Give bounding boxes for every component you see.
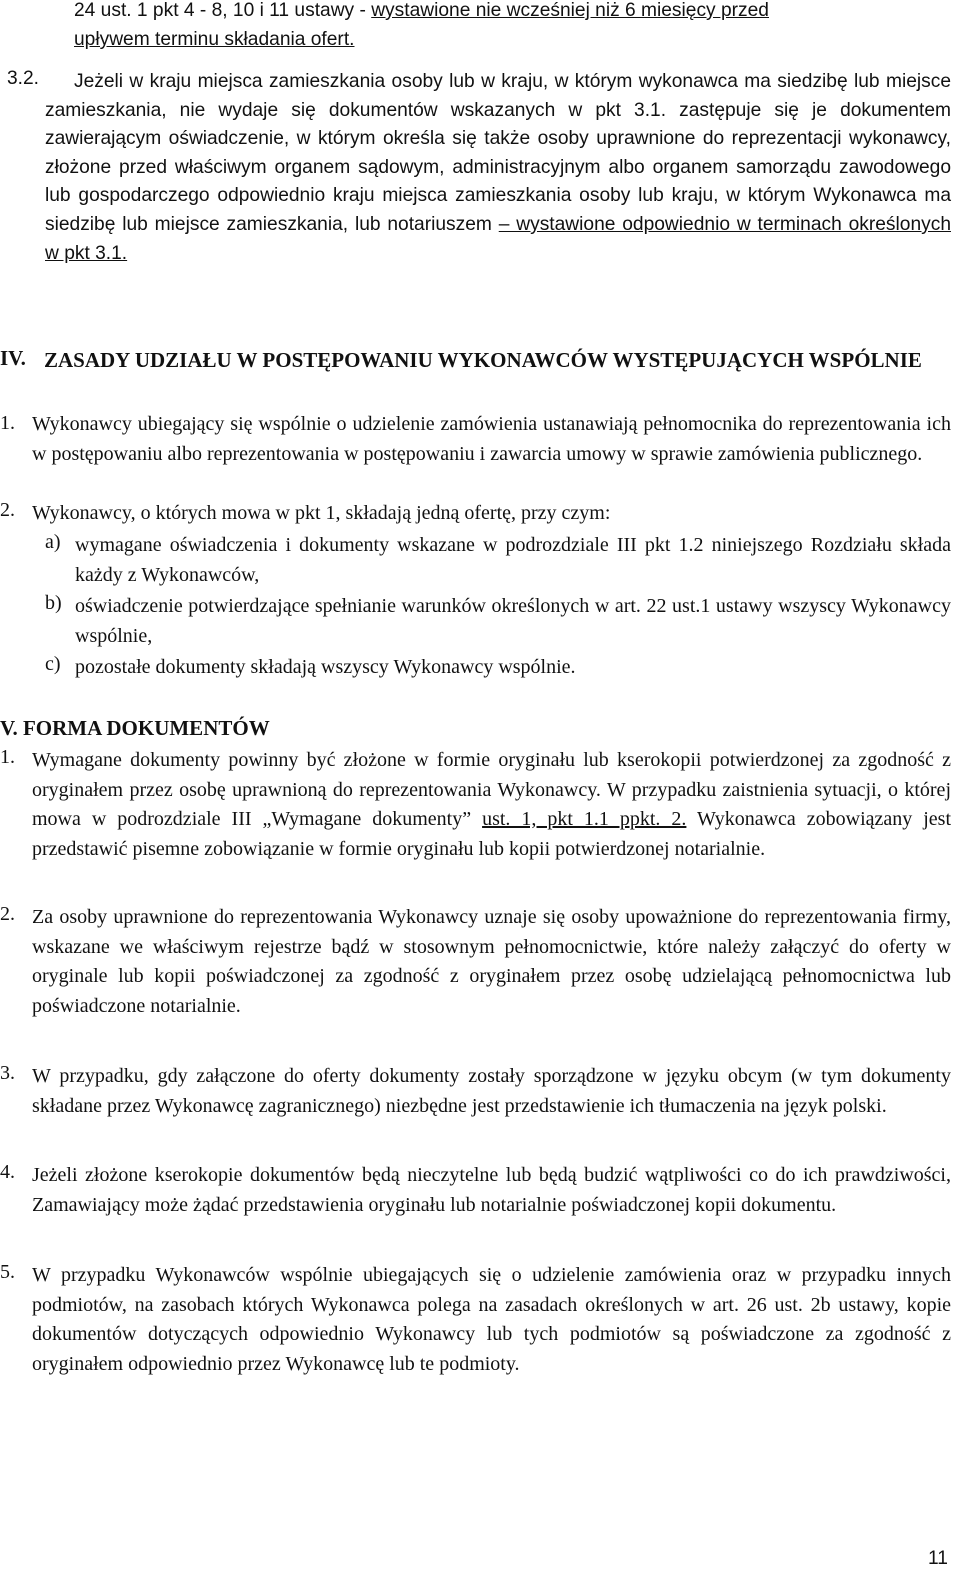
section-v-item-1-text-end: Wykonawca zobowiązany jest przedstawić pisemne zobowiązanie w formie oryginału lub kopii potwierdzonej notarialnie.: [32, 808, 952, 860]
section-iv-number: IV.: [0, 346, 26, 370]
section-v-item-3: W przypadku, gdy załączone do oferty dokumenty zostały sporządzone w języku obcym (w tym dokumenty składane przez Wykonawcę zagranicznego) niezbędne jest przedstawienie ich tłumaczenia na język polski.: [32, 1065, 951, 1117]
section-v-item-4: Jeżeli złożone kserokopie dokumentów będą nieczytelne lub będą budzić wątpliwości co do ich prawdziwości, Zamawiający może żądać przedstawienia oryginału lub notarialnie poświadczonej kopii dokumentu.: [32, 1164, 951, 1216]
section-iv-item-1-text: Wykonawcy ubiegający się wspólnie o udzielenie zamówienia ustanawiają pełnomocnika do reprezentowania ich w postępowaniu albo reprezentowania w postępowaniu i zawarcia umowy w sprawie zamówienia publicznego.: [32, 413, 951, 465]
continuation-text: 24 ust. 1 pkt 4 - 8, 10 i 11 ustawy -: [74, 0, 372, 21]
sub-item-c-label: c): [45, 653, 61, 675]
section-iv-item-2-number: 2.: [0, 499, 15, 521]
sub-item-a: wymagane oświadczenia i dokumenty wskazane w podrozdziale III pkt 1.2 niniejszego Rozdziału składa każdy z Wykonawców,: [75, 534, 951, 586]
section-iv-item-1: [32, 410, 951, 469]
continuation-line-2: [74, 29, 354, 51]
sub-item-b: oświadczenie potwierdzające spełnianie warunków określonych w art. 22 ust.1 ustawy wszyscy Wykonawcy wspólnie,: [75, 595, 951, 647]
sub-item-c: pozostałe dokumenty składają wszyscy Wykonawcy wspólnie.: [75, 656, 576, 678]
section-v-item-5-number: 5.: [0, 1261, 15, 1283]
section-v-item-1-number: 1.: [0, 746, 15, 768]
paragraph-3-2-text: Jeżeli w kraju miejsca zamieszkania osoby lub w kraju, w którym wykonawca ma siedzibę lub miejsce zamieszkania, nie wydaje się dokumentów wskazanych w pkt 3.1. zastępuje się je dokumentem zawierającym oświadczenie, w którym określa się także osoby uprawnione do reprezentacji wykonawcy, złożone przed właściwym organem sądowym, administracyjnym albo organem samorządu zawodowego lub gospodarczego odpowiednio kraju miejsca zamieszkania osoby lub kraju, w którym Wykonawca ma siedzibę lub miejsce zamieszkania, lub notariuszem: [45, 71, 951, 235]
section-v-item-1-text: Wymagane dokumenty powinny być złożone w formie oryginału lub kserokopii potwierdzonej za zgodność z oryginałem przez osobę uprawnioną do reprezentowania Wykonawcy. W przypadku zaistnienia sytuacji, o której mowa w podrozdziale III „Wymagane dokumenty”: [32, 749, 951, 831]
section-iv-heading: [0, 346, 951, 375]
section-v-item-3-number: 3.: [0, 1062, 15, 1084]
section-v-item-2-number: 2.: [0, 903, 15, 925]
section-v-item-2: Za osoby uprawnione do reprezentowania Wykonawcy uznaje się osoby upoważnione do reprezentowania firmy, wskazane we właściwym rejestrze bądź w stosownym pełnomocnictwie, które należy załączyć do oferty w oryginale lub kopii poświadczonej za zgodność z oryginałem przez osobę udzielającą pełnomocnictwa lub poświadczone notarialnie.: [32, 906, 951, 1017]
paragraph-3-2: [45, 68, 951, 268]
section-iv-item-2: Wykonawcy, o których mowa w pkt 1, składają jedną ofertę, przy czym:: [32, 502, 611, 524]
continuation-underlined-text: wystawione nie wcześniej niż 6 miesięcy przed: [371, 0, 769, 21]
section-iv-title: ZASADY UDZIAŁU W POSTĘPOWANIU WYKONAWCÓW WYSTĘPUJĄCYCH WSPÓLNIE: [44, 348, 922, 372]
paragraph-number-3-2: 3.2.: [7, 68, 40, 89]
section-v-item-4-number: 4.: [0, 1161, 15, 1183]
section-v-item-1: [32, 746, 951, 864]
sub-item-a-label: a): [45, 531, 61, 553]
sub-item-b-label: b): [45, 592, 62, 614]
paragraph-3-2-underlined: – wystawione odpowiednio w terminach określonych w pkt 3.1.: [45, 213, 951, 264]
section-v-heading: V. FORMA DOKUMENTÓW: [0, 716, 270, 740]
section-iv-item-1-number: 1.: [0, 412, 15, 434]
section-v-item-5: W przypadku Wykonawców wspólnie ubiegających się o udzielenie zamówienia oraz w przypadku innych podmiotów, na zasobach których Wykonawca polega na zasadach określonych w art. 26 ust. 2b ustawy, kopie dokumentów dotyczących odpowiednio Wykonawcy lub tych podmiotów są poświadczone za zgodność z oryginałem odpowiednio przez Wykonawcę lub te podmioty.: [32, 1264, 951, 1375]
continuation-line-1: [74, 0, 769, 22]
page-number: 11: [928, 1548, 948, 1569]
continuation-underlined-end: upływem terminu składania ofert.: [74, 29, 355, 50]
section-v-item-1-reference: ust. 1, pkt 1.1 ppkt. 2.: [482, 808, 687, 831]
